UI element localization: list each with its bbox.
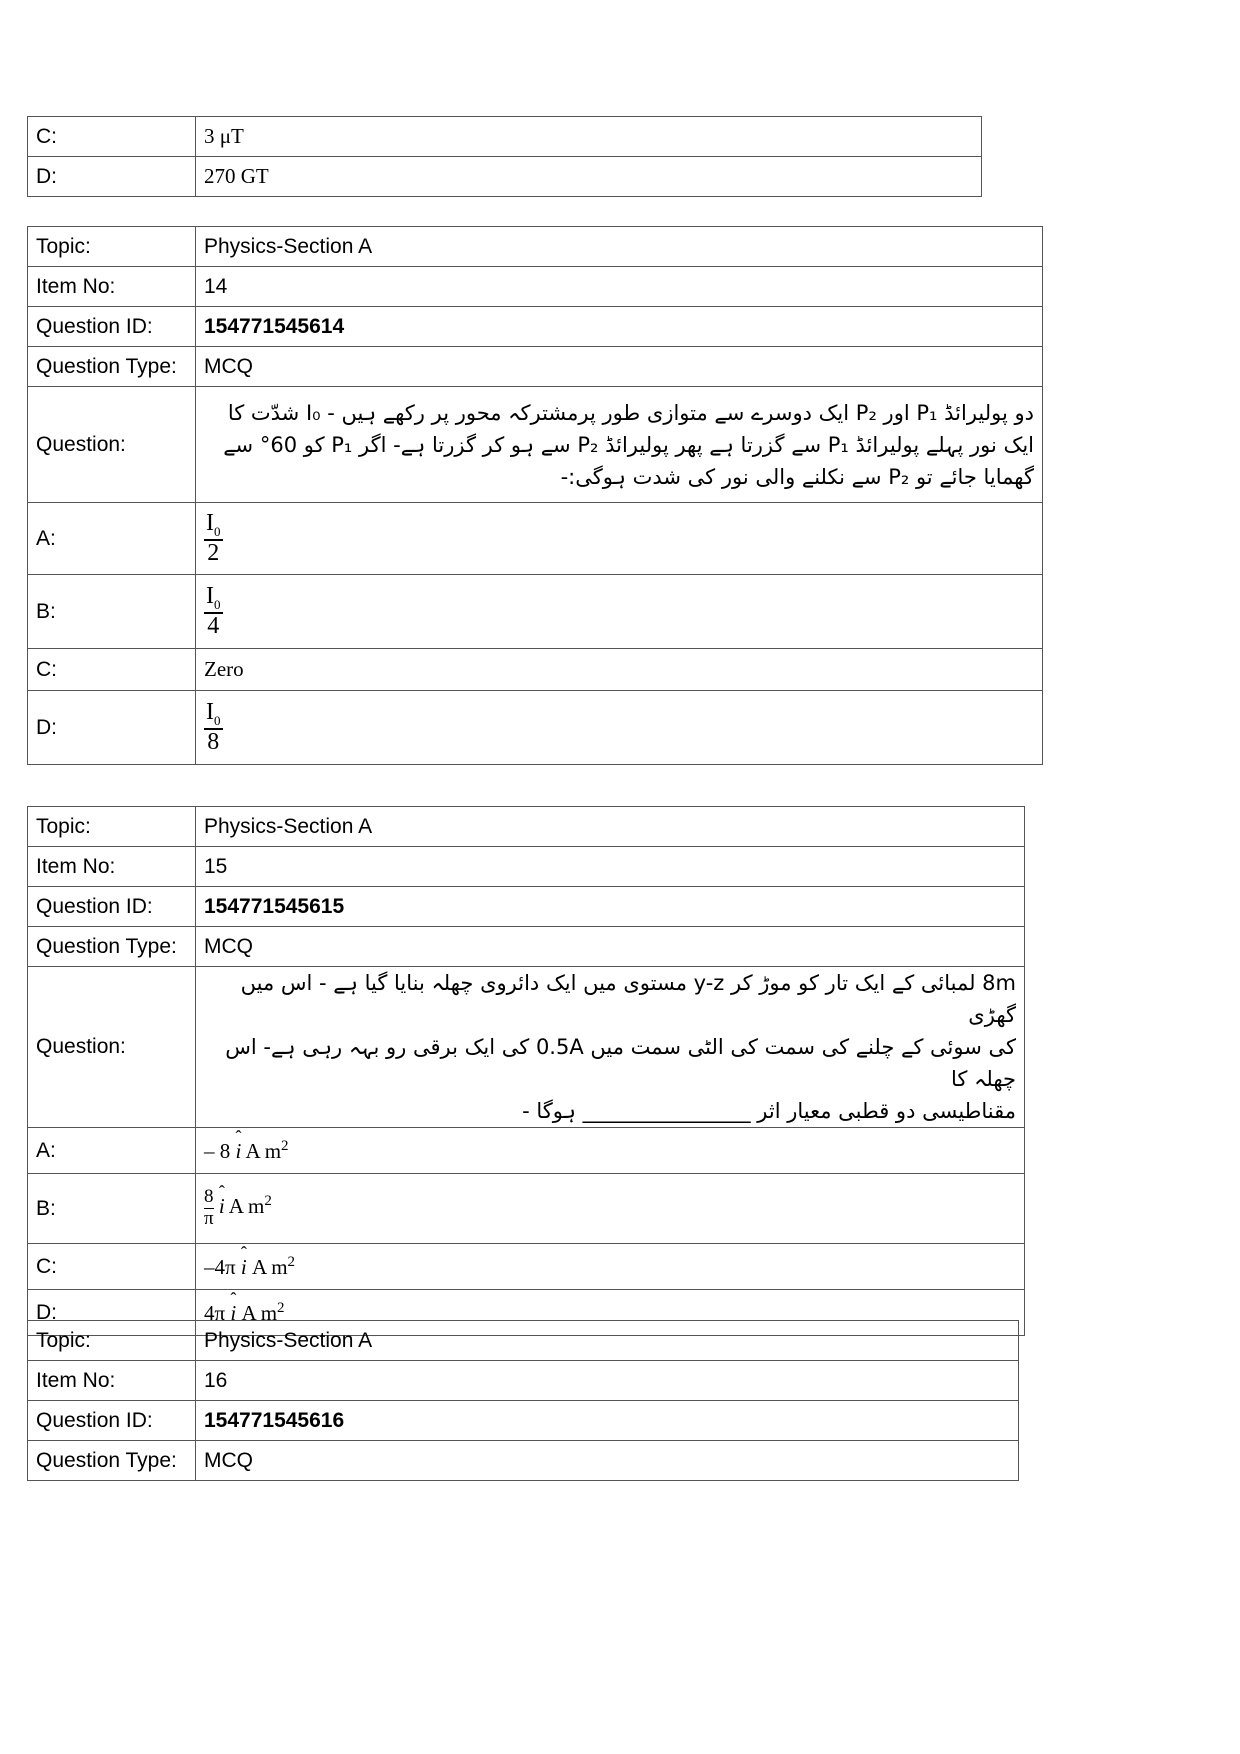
option-b-label: B: bbox=[28, 1174, 196, 1244]
option-d-label: D: bbox=[28, 157, 196, 197]
unit-vector-i: ˆ i bbox=[236, 1139, 242, 1164]
unit-vector-i: ˆ i bbox=[241, 1255, 247, 1280]
option-d-label: D: bbox=[28, 691, 196, 765]
option-a-value bbox=[196, 503, 1043, 575]
question-text bbox=[196, 387, 1043, 503]
question-line: دو پولیرائڈ P₁ اور P₂ ایک دوسرے سے متوازی طور پرمشترکہ محور پر رکھے ہیں - I₀ شدّت کا bbox=[227, 400, 1034, 425]
option-b-label: B: bbox=[28, 575, 196, 649]
question-type-value: MCQ bbox=[196, 1441, 1019, 1481]
topic-value: Physics-Section A bbox=[196, 227, 1043, 267]
question-text bbox=[196, 967, 1025, 1128]
topic-label: Topic: bbox=[28, 1321, 196, 1361]
item-no-label: Item No: bbox=[28, 847, 196, 887]
topic-value: Physics-Section A bbox=[196, 1321, 1019, 1361]
fraction: $\frac{I_0}{4}$ bbox=[206, 583, 221, 639]
option-c-label: C: bbox=[28, 117, 196, 157]
topic-label: Topic: bbox=[28, 227, 196, 267]
question-type-value: MCQ bbox=[196, 347, 1043, 387]
option-c-label: C: bbox=[28, 649, 196, 691]
item-no-value: 14 bbox=[196, 267, 1043, 307]
question-line: گھمایا جائے تو P₂ سے نکلنے والی نور کی شدت ہوگی:- bbox=[560, 464, 1034, 489]
question-line: ایک نور پہلے پولیرائڈ P₁ سے گزرتا ہے پھر پولیرائڈ P₂ سے ہو کر گزرتا ہے- اگر P₁ کو 60° سے bbox=[223, 432, 1034, 457]
option-c-label: C: bbox=[28, 1244, 196, 1290]
question-type-label: Question Type: bbox=[28, 1441, 196, 1481]
question-line: کی سوئی کے چلنے کی سمت کی الٹی سمت میں 0.5A کی ایک برقی رو بہہ رہی ہے- اس چھلہ کا bbox=[225, 1035, 1016, 1091]
question-type-value: MCQ bbox=[196, 927, 1025, 967]
option-b-value bbox=[196, 575, 1043, 649]
option-d-label: D: bbox=[28, 1290, 196, 1336]
option-c-value: –4π ˆ i A $m^2$ bbox=[196, 1244, 1025, 1290]
option-a-label: A: bbox=[28, 503, 196, 575]
topic-value: Physics-Section A bbox=[196, 807, 1025, 847]
question-type-label: Question Type: bbox=[28, 347, 196, 387]
question-id-label: Question ID: bbox=[28, 307, 196, 347]
topic-label: Topic: bbox=[28, 807, 196, 847]
fraction: $\frac{8}{\pi}$ bbox=[204, 1186, 214, 1229]
question-id-value: 154771545614 bbox=[196, 307, 1043, 347]
question-16-table bbox=[27, 1320, 1019, 1481]
option-b-value: $\frac{8}{\pi}$ ˆ i A $m^2$ bbox=[196, 1174, 1025, 1244]
item-no-label: Item No: bbox=[28, 267, 196, 307]
question-id-value: 154771545616 bbox=[196, 1401, 1019, 1441]
question-14-table bbox=[27, 226, 1043, 765]
option-d-value bbox=[196, 691, 1043, 765]
fraction: $\frac{I_0}{8}$ bbox=[206, 699, 221, 755]
question-line: 8m لمبائی کے ایک تار کو موڑ کر y-z مستوی میں ایک دائروی چھلہ بنایا گیا ہے - اس میں گھڑی bbox=[240, 971, 1016, 1027]
unit-vector-i: ˆ i bbox=[230, 1301, 236, 1326]
question-15-table bbox=[27, 806, 1025, 1336]
item-no-label: Item No: bbox=[28, 1361, 196, 1401]
question-id-label: Question ID: bbox=[28, 887, 196, 927]
item-no-value: 16 bbox=[196, 1361, 1019, 1401]
fraction: $\frac{I_0}{2}$ bbox=[206, 510, 221, 566]
item-no-value: 15 bbox=[196, 847, 1025, 887]
option-a-label: A: bbox=[28, 1128, 196, 1174]
prev-question-options-table bbox=[27, 116, 982, 197]
option-c-value: Zero bbox=[196, 649, 1043, 691]
question-id-label: Question ID: bbox=[28, 1401, 196, 1441]
option-d-value: 270 GT bbox=[196, 157, 982, 197]
unit-vector-i: ˆ i bbox=[219, 1194, 225, 1219]
option-a-value: – 8 ˆ i A $m^2$ bbox=[196, 1128, 1025, 1174]
question-line: مقناطیسی دو قطبی معیار اثر ________________ ہوگا - bbox=[522, 1099, 1016, 1123]
question-id-value: 154771545615 bbox=[196, 887, 1025, 927]
question-type-label: Question Type: bbox=[28, 927, 196, 967]
question-label: Question: bbox=[28, 967, 196, 1128]
option-d-value: 4π ˆ i A $m^2$ bbox=[196, 1290, 1025, 1336]
option-c-value: 3 μT bbox=[196, 117, 982, 157]
question-label: Question: bbox=[28, 387, 196, 503]
